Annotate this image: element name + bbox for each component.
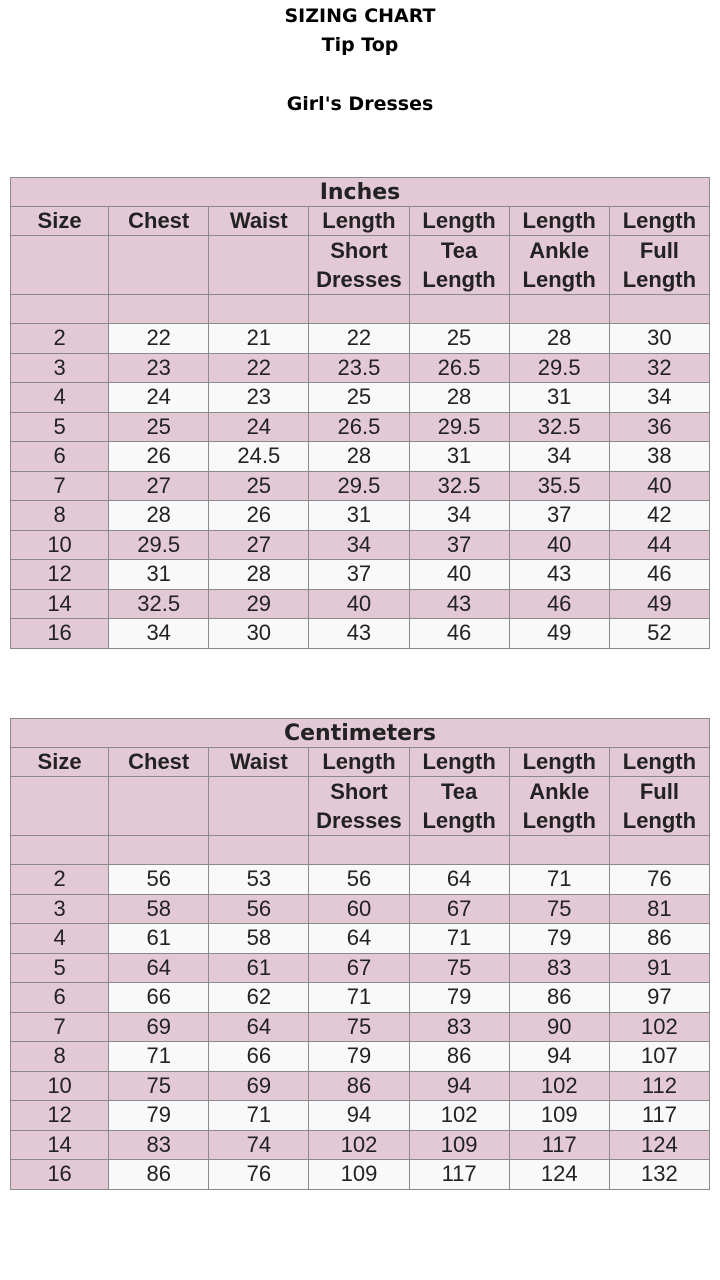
measurement-cell: 109	[509, 1101, 609, 1131]
measurement-cell: 31	[109, 560, 209, 590]
subheader-full-length: Full Length	[609, 777, 709, 836]
category-title: Girl's Dresses	[286, 93, 434, 115]
size-cell: 7	[11, 471, 109, 501]
measurement-cell: 79	[309, 1042, 409, 1072]
measurement-cell: 31	[409, 442, 509, 472]
measurement-cell: 28	[509, 324, 609, 354]
measurement-cell: 29.5	[109, 530, 209, 560]
measurement-cell: 25	[109, 412, 209, 442]
subheader-cell	[109, 777, 209, 836]
table-row	[11, 1071, 710, 1101]
measurement-cell: 46	[609, 560, 709, 590]
measurement-cell: 86	[509, 983, 609, 1013]
col-header-chest: Chest	[109, 207, 209, 236]
measurement-cell: 67	[409, 894, 509, 924]
table-row	[11, 501, 710, 531]
measurement-cell: 35.5	[509, 471, 609, 501]
measurement-cell: 25	[309, 383, 409, 413]
col-header-waist: Waist	[209, 748, 309, 777]
spacer-row	[11, 836, 710, 865]
measurement-cell: 43	[309, 619, 409, 649]
measurement-cell: 102	[609, 1012, 709, 1042]
measurement-cell: 61	[109, 924, 209, 954]
measurement-cell: 34	[409, 501, 509, 531]
measurement-cell: 62	[209, 983, 309, 1013]
subheader-cell	[209, 777, 309, 836]
table-row	[11, 442, 710, 472]
measurement-cell: 22	[109, 324, 209, 354]
col-header-size: Size	[11, 748, 109, 777]
measurement-cell: 107	[609, 1042, 709, 1072]
measurement-cell: 32	[609, 353, 709, 383]
measurement-cell: 74	[209, 1130, 309, 1160]
measurement-cell: 34	[109, 619, 209, 649]
measurement-cell: 67	[309, 953, 409, 983]
measurement-cell: 24	[109, 383, 209, 413]
measurement-cell: 26	[109, 442, 209, 472]
measurement-cell: 83	[409, 1012, 509, 1042]
measurement-cell: 97	[609, 983, 709, 1013]
size-cell: 12	[11, 1101, 109, 1131]
table-row	[11, 471, 710, 501]
table-row	[11, 953, 710, 983]
measurement-cell: 44	[609, 530, 709, 560]
table-row	[11, 1160, 710, 1190]
measurement-cell: 61	[209, 953, 309, 983]
measurement-cell: 76	[609, 865, 709, 895]
col-header-length: Length	[309, 207, 409, 236]
measurement-cell: 94	[509, 1042, 609, 1072]
measurement-cell: 83	[109, 1130, 209, 1160]
table-row	[11, 983, 710, 1013]
measurement-cell: 40	[409, 560, 509, 590]
brand-name: Tip Top	[321, 34, 399, 56]
table-row	[11, 589, 710, 619]
subheader-ankle-length: Ankle Length	[509, 236, 609, 295]
measurement-cell: 28	[309, 442, 409, 472]
measurement-cell: 124	[609, 1130, 709, 1160]
measurement-cell: 30	[209, 619, 309, 649]
measurement-cell: 86	[309, 1071, 409, 1101]
table-row	[11, 324, 710, 354]
measurement-cell: 26.5	[409, 353, 509, 383]
table-row	[11, 894, 710, 924]
table-row	[11, 924, 710, 954]
measurement-cell: 53	[209, 865, 309, 895]
measurement-cell: 46	[409, 619, 509, 649]
size-cell: 6	[11, 442, 109, 472]
measurement-cell: 21	[209, 324, 309, 354]
size-cell: 6	[11, 983, 109, 1013]
col-header-chest: Chest	[109, 748, 209, 777]
measurement-cell: 71	[509, 865, 609, 895]
measurement-cell: 79	[409, 983, 509, 1013]
measurement-cell: 86	[409, 1042, 509, 1072]
measurement-cell: 60	[309, 894, 409, 924]
measurement-cell: 23	[209, 383, 309, 413]
size-cell: 14	[11, 589, 109, 619]
size-cell: 5	[11, 412, 109, 442]
size-cell: 3	[11, 353, 109, 383]
measurement-cell: 56	[209, 894, 309, 924]
inches-table-body	[11, 324, 710, 649]
col-header-length: Length	[609, 748, 709, 777]
measurement-cell: 91	[609, 953, 709, 983]
column-subheader-row	[11, 236, 710, 295]
subheader-cell	[109, 236, 209, 295]
table-row	[11, 1012, 710, 1042]
subheader-full-length: Full Length	[609, 236, 709, 295]
table-row	[11, 353, 710, 383]
column-header-row	[11, 207, 710, 236]
measurement-cell: 42	[609, 501, 709, 531]
measurement-cell: 94	[409, 1071, 509, 1101]
measurement-cell: 31	[309, 501, 409, 531]
table-row	[11, 1042, 710, 1072]
table-row	[11, 1101, 710, 1131]
measurement-cell: 94	[309, 1101, 409, 1131]
subheader-tea-length: Tea Length	[409, 777, 509, 836]
measurement-cell: 64	[409, 865, 509, 895]
measurement-cell: 109	[409, 1130, 509, 1160]
measurement-cell: 28	[109, 501, 209, 531]
inches-size-table	[10, 177, 710, 649]
measurement-cell: 25	[409, 324, 509, 354]
col-header-length: Length	[409, 748, 509, 777]
size-cell: 16	[11, 619, 109, 649]
table-row	[11, 560, 710, 590]
measurement-cell: 75	[309, 1012, 409, 1042]
measurement-cell: 27	[109, 471, 209, 501]
measurement-cell: 90	[509, 1012, 609, 1042]
col-header-length: Length	[309, 748, 409, 777]
measurement-cell: 86	[109, 1160, 209, 1190]
subheader-cell	[11, 236, 109, 295]
measurement-cell: 29.5	[509, 353, 609, 383]
measurement-cell: 58	[109, 894, 209, 924]
measurement-cell: 34	[609, 383, 709, 413]
measurement-cell: 52	[609, 619, 709, 649]
measurement-cell: 56	[309, 865, 409, 895]
size-cell: 16	[11, 1160, 109, 1190]
measurement-cell: 34	[509, 442, 609, 472]
size-cell: 5	[11, 953, 109, 983]
measurement-cell: 117	[409, 1160, 509, 1190]
table-row	[11, 412, 710, 442]
subheader-short-dresses: Short Dresses	[309, 777, 409, 836]
size-cell: 3	[11, 894, 109, 924]
measurement-cell: 28	[209, 560, 309, 590]
measurement-cell: 31	[509, 383, 609, 413]
measurement-cell: 26.5	[309, 412, 409, 442]
measurement-cell: 32.5	[109, 589, 209, 619]
col-header-waist: Waist	[209, 207, 309, 236]
subheader-cell	[11, 777, 109, 836]
measurement-cell: 56	[109, 865, 209, 895]
centimeters-size-table	[10, 718, 710, 1190]
measurement-cell: 22	[309, 324, 409, 354]
measurement-cell: 40	[509, 530, 609, 560]
col-header-length: Length	[509, 748, 609, 777]
centimeters-table-body	[11, 865, 710, 1190]
size-cell: 14	[11, 1130, 109, 1160]
col-header-length: Length	[609, 207, 709, 236]
measurement-cell: 58	[209, 924, 309, 954]
measurement-cell: 102	[409, 1101, 509, 1131]
measurement-cell: 29.5	[409, 412, 509, 442]
measurement-cell: 23	[109, 353, 209, 383]
size-cell: 2	[11, 865, 109, 895]
measurement-cell: 71	[409, 924, 509, 954]
subheader-cell	[209, 236, 309, 295]
measurement-cell: 66	[209, 1042, 309, 1072]
measurement-cell: 49	[509, 619, 609, 649]
measurement-cell: 37	[509, 501, 609, 531]
column-subheader-row	[11, 777, 710, 836]
size-cell: 8	[11, 501, 109, 531]
column-header-row	[11, 748, 710, 777]
measurement-cell: 32.5	[509, 412, 609, 442]
table-row	[11, 530, 710, 560]
measurement-cell: 117	[509, 1130, 609, 1160]
page-title: SIZING CHART	[284, 5, 436, 27]
subheader-ankle-length: Ankle Length	[509, 777, 609, 836]
measurement-cell: 69	[109, 1012, 209, 1042]
measurement-cell: 37	[409, 530, 509, 560]
measurement-cell: 64	[109, 953, 209, 983]
measurement-cell: 64	[209, 1012, 309, 1042]
measurement-cell: 64	[309, 924, 409, 954]
measurement-cell: 24	[209, 412, 309, 442]
measurement-cell: 46	[509, 589, 609, 619]
measurement-cell: 112	[609, 1071, 709, 1101]
measurement-cell: 28	[409, 383, 509, 413]
measurement-cell: 23.5	[309, 353, 409, 383]
measurement-cell: 32.5	[409, 471, 509, 501]
unit-label: Inches	[11, 178, 710, 207]
table-row	[11, 383, 710, 413]
size-cell: 8	[11, 1042, 109, 1072]
measurement-cell: 102	[509, 1071, 609, 1101]
table-row	[11, 619, 710, 649]
subheader-tea-length: Tea Length	[409, 236, 509, 295]
col-header-length: Length	[409, 207, 509, 236]
measurement-cell: 102	[309, 1130, 409, 1160]
measurement-cell: 76	[209, 1160, 309, 1190]
measurement-cell: 75	[509, 894, 609, 924]
measurement-cell: 81	[609, 894, 709, 924]
measurement-cell: 29.5	[309, 471, 409, 501]
size-cell: 4	[11, 383, 109, 413]
table-row	[11, 1130, 710, 1160]
measurement-cell: 71	[209, 1101, 309, 1131]
measurement-cell: 86	[609, 924, 709, 954]
measurement-cell: 66	[109, 983, 209, 1013]
measurement-cell: 69	[209, 1071, 309, 1101]
measurement-cell: 109	[309, 1160, 409, 1190]
size-cell: 10	[11, 1071, 109, 1101]
measurement-cell: 22	[209, 353, 309, 383]
measurement-cell: 24.5	[209, 442, 309, 472]
measurement-cell: 49	[609, 589, 709, 619]
measurement-cell: 83	[509, 953, 609, 983]
col-header-size: Size	[11, 207, 109, 236]
measurement-cell: 43	[409, 589, 509, 619]
measurement-cell: 79	[509, 924, 609, 954]
size-cell: 4	[11, 924, 109, 954]
measurement-cell: 36	[609, 412, 709, 442]
measurement-cell: 38	[609, 442, 709, 472]
unit-label: Centimeters	[11, 719, 710, 748]
measurement-cell: 79	[109, 1101, 209, 1131]
size-cell: 2	[11, 324, 109, 354]
measurement-cell: 40	[609, 471, 709, 501]
measurement-cell: 29	[209, 589, 309, 619]
size-cell: 10	[11, 530, 109, 560]
col-header-length: Length	[509, 207, 609, 236]
spacer-row	[11, 295, 710, 324]
measurement-cell: 37	[309, 560, 409, 590]
measurement-cell: 40	[309, 589, 409, 619]
subheader-short-dresses: Short Dresses	[309, 236, 409, 295]
measurement-cell: 27	[209, 530, 309, 560]
measurement-cell: 30	[609, 324, 709, 354]
size-cell: 7	[11, 1012, 109, 1042]
measurement-cell: 75	[409, 953, 509, 983]
table-row	[11, 865, 710, 895]
measurement-cell: 75	[109, 1071, 209, 1101]
measurement-cell: 132	[609, 1160, 709, 1190]
measurement-cell: 71	[109, 1042, 209, 1072]
measurement-cell: 34	[309, 530, 409, 560]
measurement-cell: 124	[509, 1160, 609, 1190]
measurement-cell: 25	[209, 471, 309, 501]
measurement-cell: 71	[309, 983, 409, 1013]
measurement-cell: 26	[209, 501, 309, 531]
size-cell: 12	[11, 560, 109, 590]
measurement-cell: 43	[509, 560, 609, 590]
measurement-cell: 117	[609, 1101, 709, 1131]
